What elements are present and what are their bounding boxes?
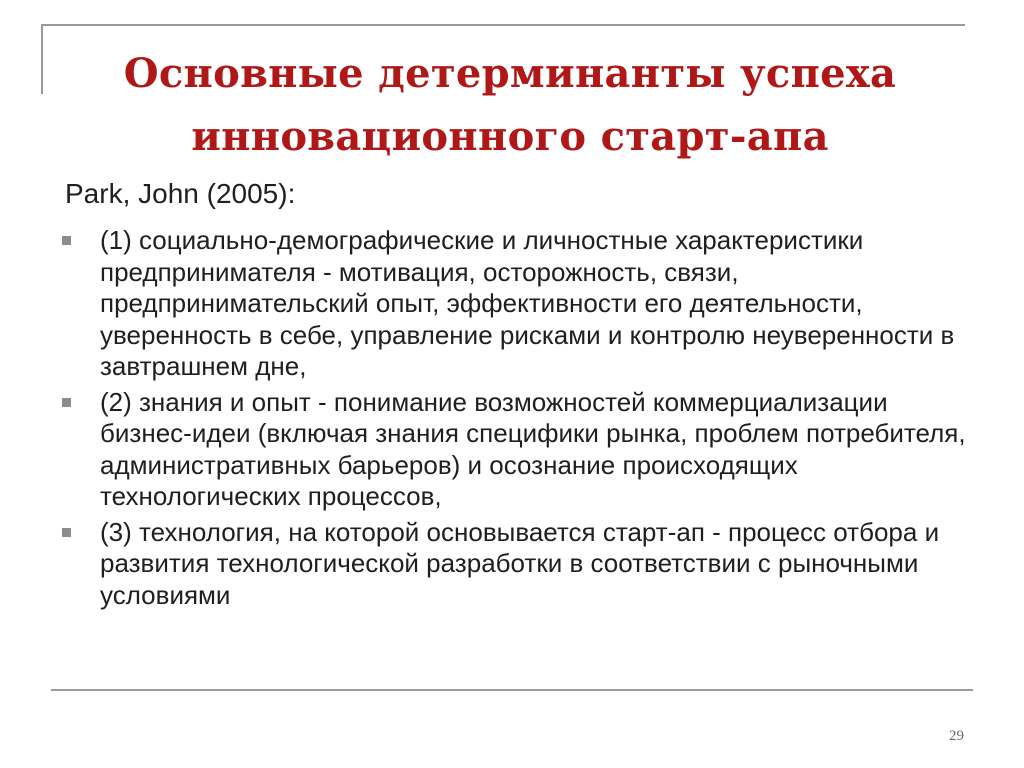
bullet-list bbox=[62, 225, 982, 615]
left-divider bbox=[41, 24, 43, 94]
bullet-text-2: (2) знания и опыт - понимание возможностей коммерциализации бизнес-идеи (включая знания специфики рынка, проблем потребителя, административных барьеров) и осознание происходящих технологических процессов, bbox=[100, 386, 966, 511]
bullet-item-3 bbox=[62, 517, 982, 612]
slide-title bbox=[60, 42, 960, 168]
bottom-divider bbox=[51, 689, 973, 691]
square-bullet-icon bbox=[62, 236, 71, 245]
square-bullet-icon bbox=[62, 398, 71, 407]
bullet-text-1: (1) социально-демографические и личностные характеристики предпринимателя - мотивация, осторожность, связи, предпринимательский опыт, эффективности его деятельности, уверенность в себе, управление рисками и контролю неуверенности в завтрашнем дне, bbox=[100, 225, 955, 381]
slide-title-line-1: Основные детерминанты успеха bbox=[123, 50, 897, 97]
bullet-item-2 bbox=[62, 387, 982, 513]
page-number: 29 bbox=[949, 728, 964, 744]
slide-title-line-2: инновационного старт-апа bbox=[191, 113, 829, 160]
author-citation: Park, John (2005): bbox=[65, 178, 296, 209]
bullet-text-3: (3) технология, на которой основывается старт-ап - процесс отбора и развития технологической разработки в соответствии с рыночными условиями bbox=[100, 516, 940, 610]
square-bullet-icon bbox=[62, 528, 71, 537]
top-divider bbox=[41, 24, 965, 26]
bullet-item-1 bbox=[62, 225, 982, 383]
